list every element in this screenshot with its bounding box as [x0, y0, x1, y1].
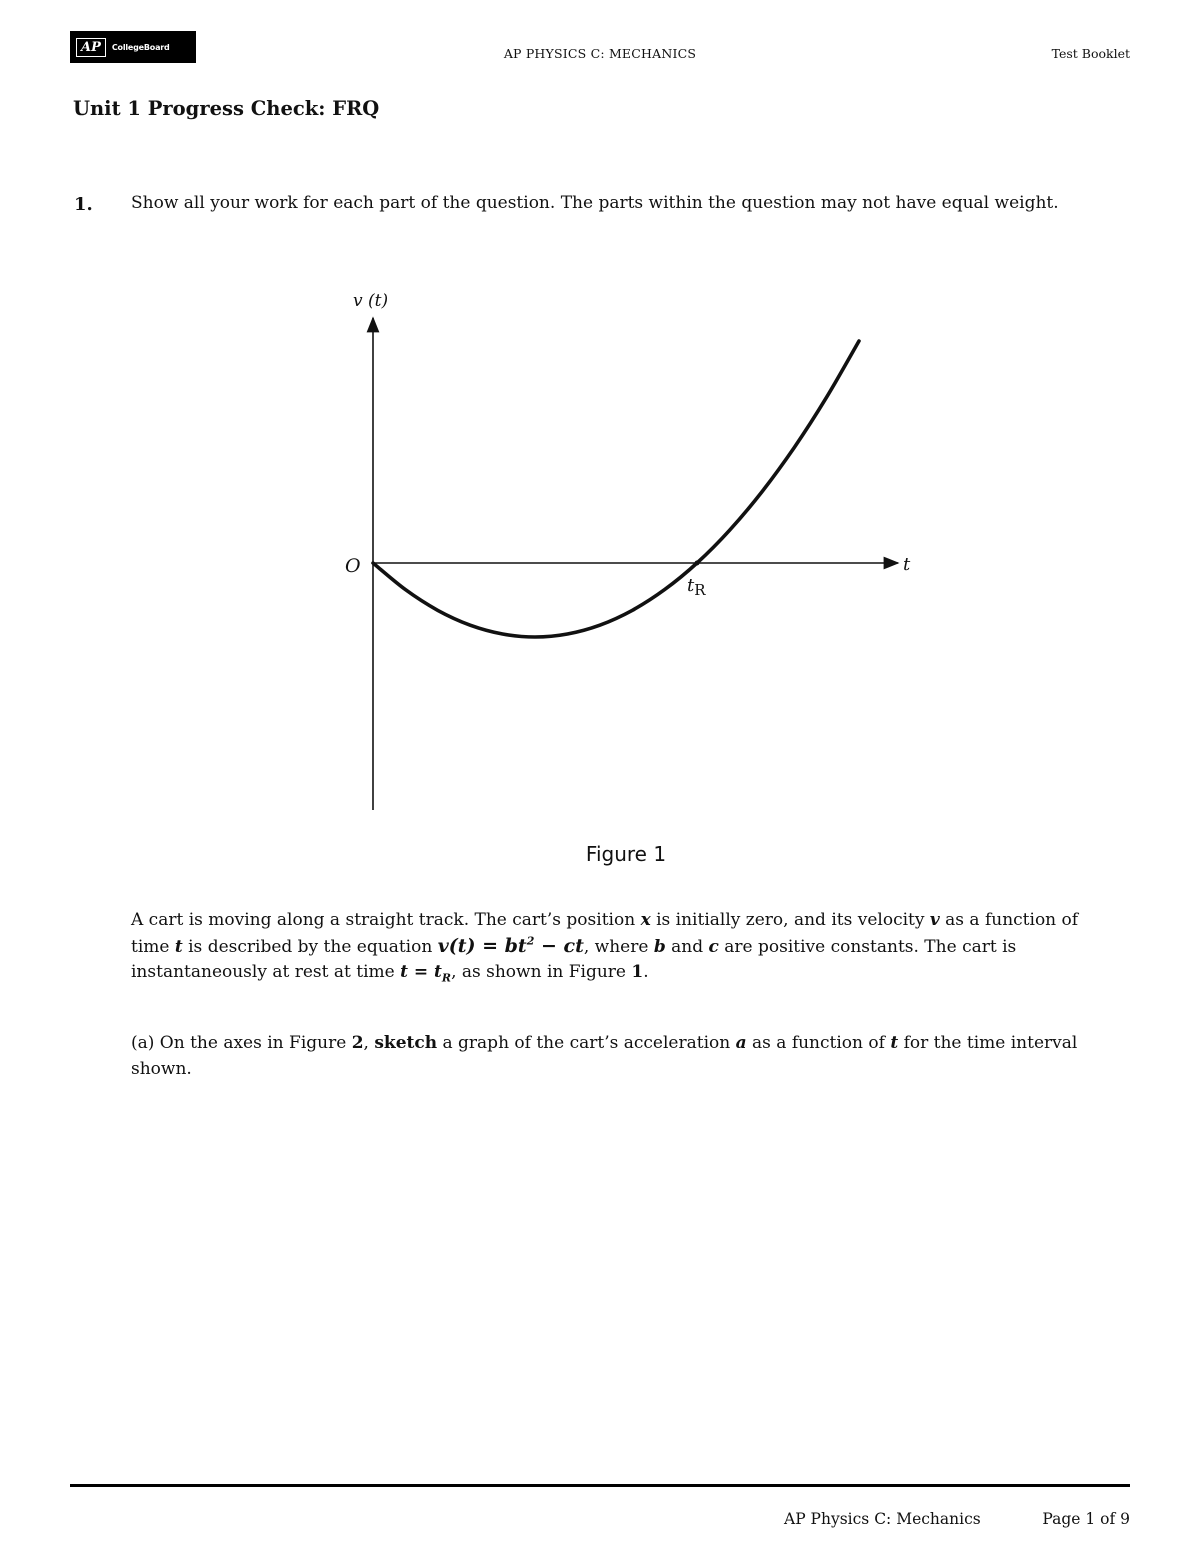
text: for the time interval shown. [131, 1033, 1078, 1079]
root-point [695, 561, 700, 566]
part-a-prompt [131, 1031, 1111, 1082]
bold-verb: sketch [374, 1033, 438, 1053]
trest-sub: R [441, 971, 452, 985]
math-c: c [708, 936, 719, 957]
math-a: a [735, 1033, 747, 1053]
text: is initially zero, and its velocity [650, 910, 930, 930]
trest-main: t = t [400, 962, 442, 982]
header-subject: AP PHYSICS C: MECHANICS [503, 46, 697, 61]
page-title: Unit 1 Progress Check: FRQ [73, 97, 380, 120]
collegeboard-logo-text: CollegeBoard [111, 42, 170, 52]
text: (a) On the axes in Figure [131, 1033, 352, 1053]
root-label [687, 575, 706, 599]
origin-label: O [345, 555, 361, 577]
velocity-time-graph [330, 280, 930, 820]
math-figure-number: 1 [631, 962, 644, 982]
text: is described by the equation [182, 936, 438, 957]
text: , as shown in Figure [451, 962, 632, 982]
question-number: 1. [74, 194, 93, 215]
math-equation [438, 935, 584, 957]
root-label-sub: R [694, 581, 706, 599]
y-axis-label: v (t) [353, 291, 389, 311]
math-t: t [890, 1033, 899, 1053]
math-b: b [653, 936, 666, 957]
text: , [363, 1033, 375, 1053]
eq-exponent: 2 [526, 934, 535, 948]
ap-logo-mark: AP [76, 38, 106, 57]
math-figure-number: 2 [351, 1033, 364, 1053]
velocity-curve [373, 341, 859, 637]
eq-part2: − ct [534, 934, 584, 957]
math-t-rest [400, 962, 452, 985]
math-x: x [640, 910, 651, 930]
page-number: Page 1 of 9 [1042, 1510, 1130, 1528]
text: and [665, 936, 709, 957]
header-booklet-label: Test Booklet [1051, 46, 1130, 61]
text: a graph of the cart’s acceleration [437, 1033, 736, 1053]
eq-part1: v(t) = bt [437, 934, 527, 957]
text: A cart is moving along a straight track. The cart’s position [131, 910, 641, 930]
footer-divider [70, 1484, 1130, 1487]
text: as a function of time [131, 910, 1079, 957]
root-label-t: t [687, 575, 695, 596]
text: . [643, 962, 649, 982]
math-t: t [174, 936, 183, 957]
problem-statement [131, 908, 1111, 986]
math-v: v [929, 910, 940, 930]
x-axis-label: t [903, 554, 911, 575]
text: are positive constants. The cart is instantaneously at rest at time [131, 936, 1017, 982]
footer-subject: AP Physics C: Mechanics [784, 1510, 981, 1528]
question-instructions: Show all your work for each part of the question. The parts within the question may not have equal weight. [131, 193, 1059, 213]
figure-caption: Figure 1 [585, 842, 667, 866]
text: , where [583, 936, 654, 957]
text: as a function of [746, 1033, 891, 1053]
